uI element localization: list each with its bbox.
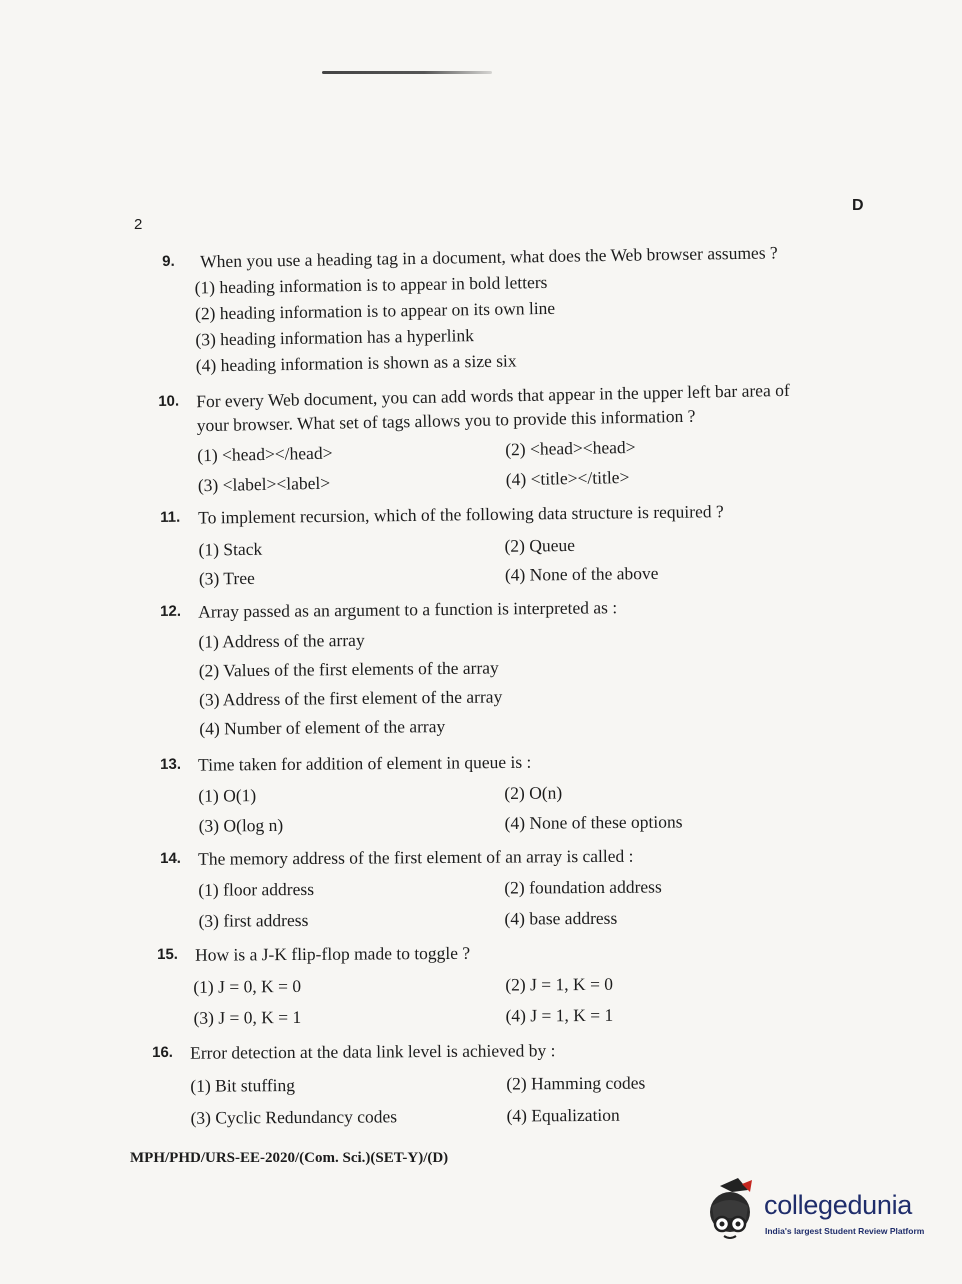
option-1: (1) Bit stuffing — [190, 1075, 296, 1096]
question-text: To implement recursion, which of the following data structure is required ? — [198, 501, 724, 528]
option-1: (1) O(1) — [198, 785, 257, 806]
option-1: (1) Stack — [198, 538, 263, 560]
option-3: (3) O(log n) — [198, 814, 284, 836]
option-4: (4) None of the above — [504, 562, 659, 585]
question-text-line-2: your browser. What set of tags allows you to provide this information ? — [196, 405, 696, 436]
option-2: (2) J = 1, K = 0 — [505, 973, 614, 995]
option-3: (3) heading information has a hyperlink — [195, 325, 475, 350]
option-1: (1) floor address — [198, 878, 315, 900]
option-1: (1) <head></head> — [197, 442, 333, 466]
question-text: Time taken for addition of element in queue is : — [198, 751, 532, 775]
option-3: (3) Address of the first element of the array — [198, 686, 503, 710]
option-2: (2) <head><head> — [505, 436, 636, 460]
option-2: (2) O(n) — [504, 782, 563, 803]
logo-name: collegedunia — [764, 1190, 913, 1220]
option-4: (4) None of these options — [504, 811, 683, 833]
option-4: (4) J = 1, K = 1 — [505, 1004, 614, 1026]
option-1: (1) J = 0, K = 0 — [193, 975, 302, 997]
question-text: Array passed as an argument to a function is interpreted as : — [198, 597, 618, 622]
option-3: (3) J = 0, K = 1 — [193, 1006, 302, 1028]
question-number: 13. — [160, 755, 182, 773]
option-4: (4) <title></title> — [505, 466, 630, 490]
option-2: (2) heading information is to appear on its own line — [194, 297, 556, 324]
question-text: When you use a heading tag in a document, what does the Web browser assumes ? — [200, 242, 778, 272]
option-2: (2) Queue — [504, 534, 576, 556]
question-text: How is a J-K flip-flop made to toggle ? — [195, 942, 471, 965]
question-number: 15. — [157, 945, 179, 963]
option-2: (2) foundation address — [504, 876, 662, 898]
question-number: 10. — [158, 392, 180, 410]
collegedunia-logo[interactable] — [702, 1176, 938, 1254]
option-1: (1) heading information is to appear in bold letters — [194, 271, 548, 298]
paper-code-footer: MPH/PHD/URS-EE-2020/(Com. Sci.)(SET-Y)/(D) — [130, 1150, 449, 1166]
option-3: (3) Cyclic Redundancy codes — [190, 1106, 398, 1128]
question-text: The memory address of the first element of an array is called : — [198, 845, 634, 869]
question-number: 9. — [162, 252, 175, 270]
option-1: (1) Address of the array — [198, 629, 365, 652]
logo-tagline: India's largest Student Review Platform — [765, 1226, 925, 1236]
option-2: (2) Hamming codes — [506, 1072, 646, 1094]
question-text: Error detection at the data link level is achieved by : — [190, 1040, 556, 1063]
option-3: (3) Tree — [198, 567, 255, 589]
option-4: (4) Equalization — [506, 1104, 620, 1126]
question-number: 16. — [152, 1043, 174, 1061]
question-text: For every Web document, you can add words that appear in the upper left bar area of — [196, 379, 790, 412]
mascot-icon — [702, 1176, 762, 1246]
set-code: D — [852, 197, 864, 214]
option-3: (3) <label><label> — [197, 472, 331, 496]
option-4: (4) Number of element of the array — [199, 716, 446, 739]
option-4: (4) base address — [504, 907, 618, 929]
option-2: (2) Values of the first elements of the array — [198, 657, 499, 681]
question-number: 12. — [160, 602, 182, 620]
option-4: (4) heading information is shown as a size six — [195, 350, 517, 376]
top-scan-rule — [322, 71, 492, 74]
question-number: 11. — [160, 508, 181, 526]
option-3: (3) first address — [198, 909, 309, 931]
page-number: 2 — [134, 216, 143, 233]
question-number: 14. — [160, 849, 182, 867]
